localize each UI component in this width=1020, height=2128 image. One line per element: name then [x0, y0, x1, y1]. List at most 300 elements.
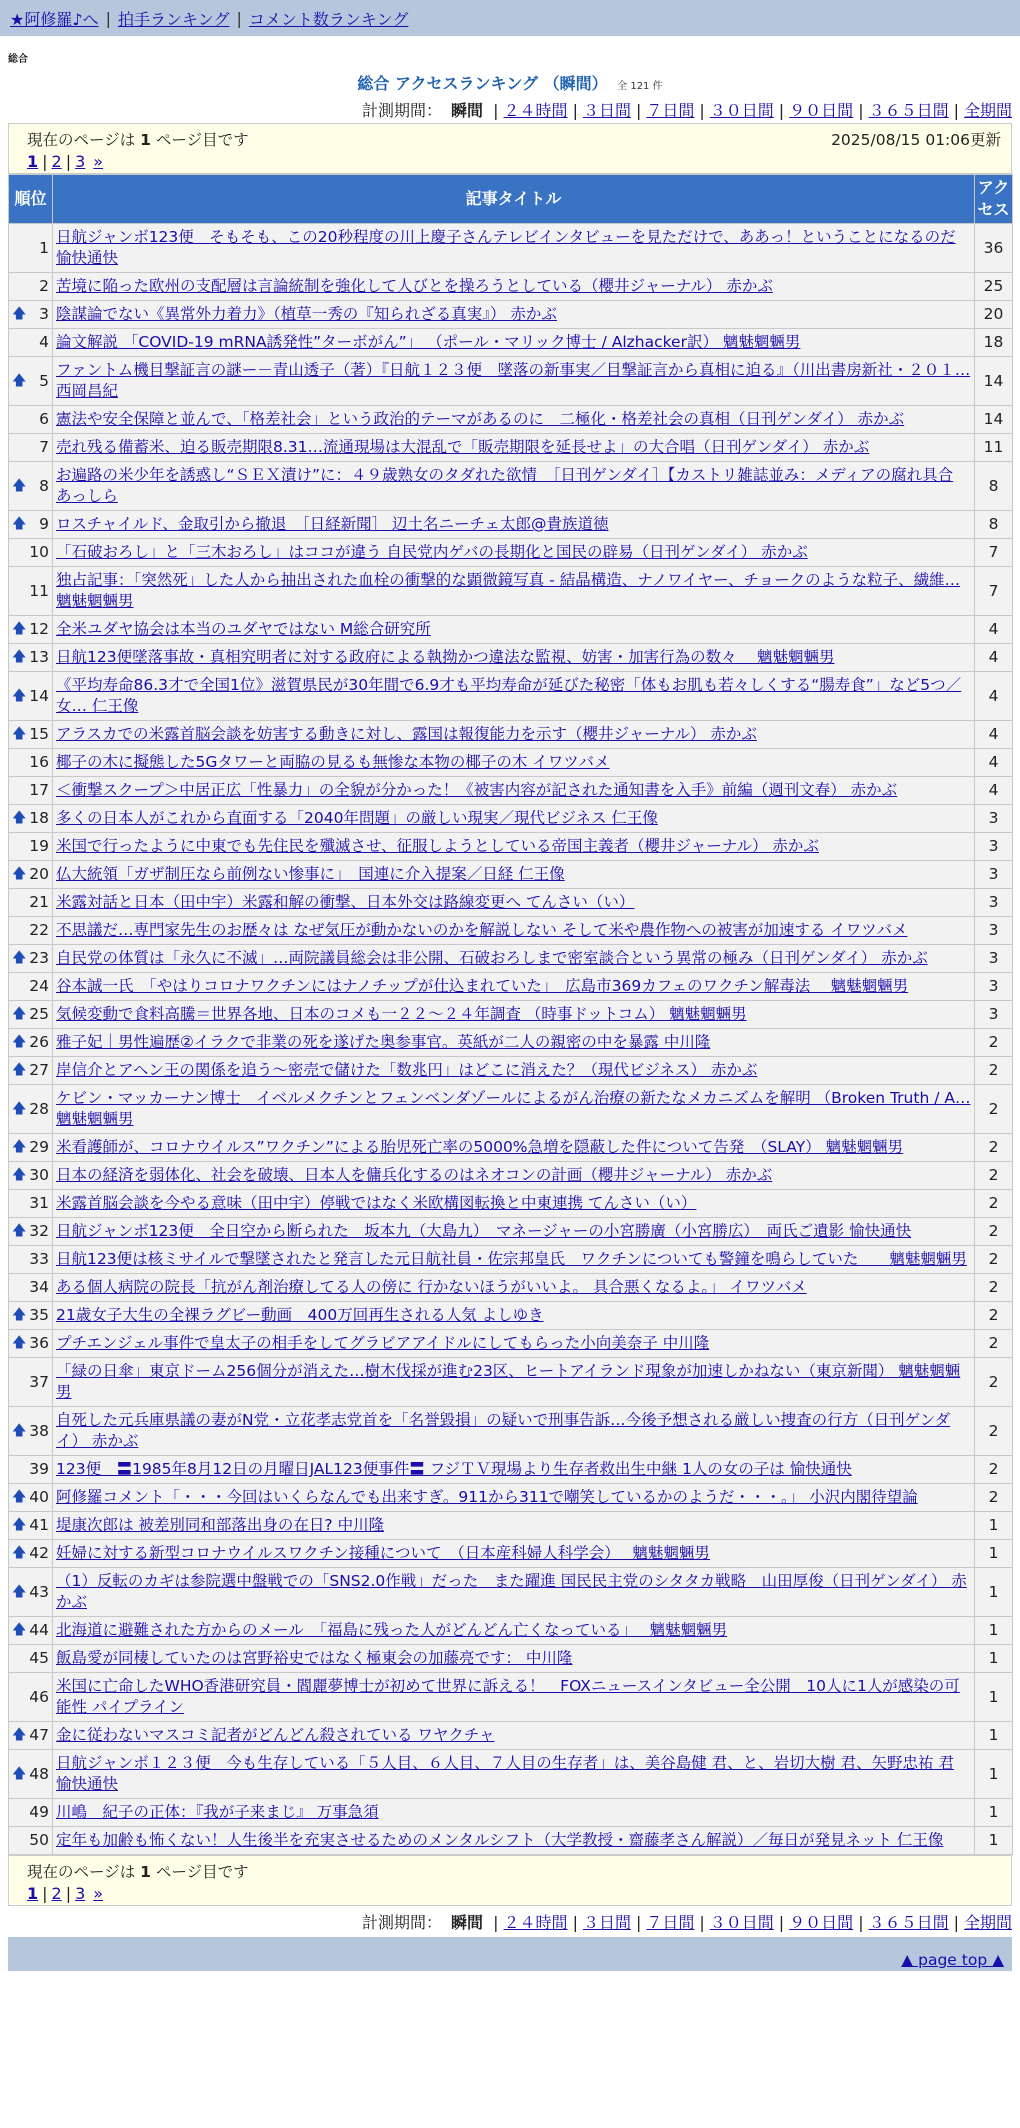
table-row	[9, 917, 1013, 945]
article-link[interactable]: 日航ジャンボ１２３便 今も生存している「５人目、６人目、７人目の生存者」は、美谷島健 君、と、岩切大樹 君、矢野忠祐 君 愉快通快	[56, 1754, 954, 1793]
up-arrow-icon: 🡅	[12, 726, 27, 742]
rank-cell	[9, 917, 53, 945]
header-access: アクセス	[975, 175, 1013, 224]
title-cell	[53, 805, 975, 833]
page-status-number: 1	[140, 131, 151, 149]
table-row	[9, 462, 1013, 511]
rank-number: 14	[29, 686, 49, 705]
access-count: 2	[975, 1407, 1013, 1456]
up-arrow-icon: 🡅	[12, 1307, 27, 1323]
period-separator: |	[572, 1913, 578, 1932]
access-count: 2	[975, 1162, 1013, 1190]
up-arrow-icon: 🡅	[12, 306, 27, 322]
period-link[interactable]: ７日間	[646, 101, 695, 120]
access-count: 2	[975, 1057, 1013, 1085]
title-cell	[53, 1512, 975, 1540]
rank-cell	[9, 357, 53, 406]
rank-number: 42	[29, 1544, 49, 1562]
table-row	[9, 1750, 1013, 1799]
page-title	[0, 71, 1020, 94]
article-link[interactable]: お遍路の米少年を誘惑し“ＳＥＸ漬け”に：４９歳熟女のタダれた欲情 ［日刊ゲンダイ］【カストリ雑誌並み：メディアの腐れ具合 あっしら	[56, 466, 954, 505]
page-status-prefix: 現在のページは	[27, 1863, 136, 1881]
access-count: 8	[975, 511, 1013, 539]
status-box-bottom	[8, 1855, 1012, 1906]
table-row	[9, 1645, 1013, 1673]
up-arrow-icon: 🡅	[12, 1422, 27, 1439]
access-count: 2	[975, 1134, 1013, 1162]
up-arrow-icon: 🡅	[12, 810, 27, 826]
period-link[interactable]: ２４時間	[503, 1913, 568, 1932]
period-link[interactable]: ２４時間	[503, 101, 568, 120]
rank-number: 29	[29, 1138, 49, 1156]
pager-page-link[interactable]: 3	[75, 152, 86, 171]
article-link[interactable]: プチエンジェル事件で皇太子の相手をしてグラビアアイドルにしてもらった小向美奈子 中川隆	[56, 1334, 710, 1352]
rank-number: 22	[29, 921, 49, 939]
access-count: 3	[975, 833, 1013, 861]
period-selector-bottom	[0, 1910, 1020, 1933]
up-arrow-icon: 🡅	[12, 1223, 27, 1239]
title-cell	[53, 973, 975, 1001]
rank-cell	[9, 1799, 53, 1827]
access-count: 14	[975, 357, 1013, 406]
ranking-rows	[9, 224, 1013, 1855]
rank-number: 45	[29, 1649, 49, 1667]
up-arrow-icon: 🡅	[12, 649, 27, 665]
access-count: 1	[975, 1799, 1013, 1827]
table-row	[9, 1190, 1013, 1218]
rank-cell	[9, 616, 53, 644]
table-row	[9, 1134, 1013, 1162]
article-link[interactable]: 売れ残る備蓄米、迫る販売期限8.31…流通現場は大混乱で「販売期限を延長せよ」の大合唱（日刊ゲンダイ） 赤かぶ	[56, 438, 870, 456]
table-row	[9, 1358, 1013, 1407]
title-cell	[53, 1001, 975, 1029]
table-row	[9, 1029, 1013, 1057]
rank-number: 40	[29, 1488, 49, 1506]
rank-number: 34	[29, 1278, 49, 1296]
rank-number: 39	[29, 1460, 49, 1478]
table-row	[9, 1673, 1013, 1722]
article-link[interactable]: 自死した元兵庫県議の妻がN党・立花孝志党首を「名誉毀損」の疑いで刑事告訴…今後予想される厳しい捜査の行方（日刊ゲンダイ） 赤かぶ	[56, 1411, 951, 1450]
rank-cell	[9, 945, 53, 973]
article-link[interactable]: 「石破おろし」と「三木おろし」はココが違う 自民党内ゲバの長期化と国民の辟易（日刊ゲンダイ） 赤かぶ	[56, 543, 808, 561]
access-count: 2	[975, 1456, 1013, 1484]
rank-number: 43	[29, 1582, 49, 1601]
pager	[27, 152, 1001, 171]
up-arrow-icon: 🡅	[12, 1167, 27, 1183]
access-count: 3	[975, 1001, 1013, 1029]
article-link[interactable]: 自民党の体質は「永久に不滅」…両院議員総会は非公開、石破おろしまで密室談合という異常の極み（日刊ゲンダイ） 赤かぶ	[56, 949, 928, 967]
period-link[interactable]: 全期間	[963, 1913, 1012, 1932]
article-link[interactable]: 妊婦に対する新型コロナウイルスワクチン接種について （日本産科婦人科学会） 魑魅魍魎男	[56, 1544, 710, 1562]
pager-separator: |	[42, 152, 48, 171]
article-link[interactable]: ＜衝撃スクープ＞中居正広「性暴力」の全貌が分かった！《被害内容が記された通知書を入手》前編（週刊文春） 赤かぶ	[56, 781, 898, 799]
rank-cell	[9, 861, 53, 889]
rank-cell	[9, 539, 53, 567]
rank-cell	[9, 889, 53, 917]
rank-number: 32	[29, 1222, 49, 1240]
article-link[interactable]: 《平均寿命86.3才で全国1位》滋賀県民が30年間で6.9才も平均寿命が延びた秘密「体もお肌も若々しくする“腸寿食”」など5つ／女… 仁王像	[56, 676, 962, 715]
rank-number: 6	[39, 410, 49, 428]
article-link[interactable]: 米露首脳会談を今やる意味（田中宇）停戦ではなく米欧構図転換と中東連携 てんさい（い）	[56, 1194, 697, 1212]
access-count: 2	[975, 1190, 1013, 1218]
period-link[interactable]: ３０日間	[709, 101, 774, 120]
rank-cell	[9, 273, 53, 301]
rank-cell	[9, 1246, 53, 1274]
rank-cell	[9, 1484, 53, 1512]
pager-next-link[interactable]: »	[93, 1884, 104, 1903]
period-link[interactable]: ３日間	[582, 101, 631, 120]
article-link[interactable]: 米国で行ったように中東でも先住民を殲滅させ、征服しようとしている帝国主義者（櫻井ジャーナル） 赤かぶ	[56, 837, 819, 855]
up-arrow-icon: 🡅	[12, 1489, 27, 1505]
access-count: 1	[975, 1512, 1013, 1540]
article-link[interactable]: 陰謀論でない《異常外力着力》（植草一秀の『知られざる真実』） 赤かぶ	[56, 305, 557, 323]
article-link[interactable]: 独占記事：「突然死」した人から抽出された血栓の衝撃的な顕微鏡写真 - 結晶構造、ナノワイヤー、チョークのような粒子、繊維… 魑魅魍魎男	[56, 571, 961, 610]
article-link[interactable]: 椰子の木に擬態した5Gタワーと両脇の見るも無惨な本物の椰子の木 イワツバメ	[56, 753, 610, 771]
title-cell	[53, 1645, 975, 1673]
period-link[interactable]: ９０日間	[789, 1913, 854, 1932]
access-count: 3	[975, 945, 1013, 973]
access-count: 2	[975, 1330, 1013, 1358]
article-link[interactable]: 日航123便墜落事故・真相究明者に対する政府による執拗かつ違法な監視、妨害・加害行為の数々 魑魅魍魎男	[56, 648, 835, 666]
article-link[interactable]: 日航ジャンボ123便 全日空から断られた 坂本九（大島九） マネージャーの小宮勝廣（小宮勝広） 両氏ご遺影 愉快通快	[56, 1222, 912, 1240]
title-cell	[53, 1827, 975, 1855]
rank-number: 2	[39, 277, 49, 295]
rank-number: 25	[29, 1005, 49, 1023]
title-cell	[53, 329, 975, 357]
title-cell	[53, 1358, 975, 1407]
rank-cell	[9, 1218, 53, 1246]
rank-number: 21	[29, 893, 49, 911]
rank-number: 28	[29, 1099, 49, 1118]
access-count: 2	[975, 1358, 1013, 1407]
rank-cell	[9, 805, 53, 833]
period-link[interactable]: ９０日間	[789, 101, 854, 120]
title-cell	[53, 567, 975, 616]
access-count: 7	[975, 567, 1013, 616]
rank-number: 49	[29, 1803, 49, 1821]
table-row	[9, 1302, 1013, 1330]
title-cell	[53, 1722, 975, 1750]
period-link[interactable]: ３日間	[582, 1913, 631, 1932]
rank-cell	[9, 1190, 53, 1218]
rank-cell	[9, 973, 53, 1001]
access-count: 4	[975, 672, 1013, 721]
article-link[interactable]: 仏大統領「ガザ制圧なら前例ない惨事に」 国連に介入提案／日経 仁王像	[56, 865, 565, 883]
table-row	[9, 749, 1013, 777]
table-row	[9, 1484, 1013, 1512]
article-link[interactable]: 「緑の日傘」東京ドーム256個分が消えた…樹木伐採が進む23区、ヒートアイランド現象が加速しかねない（東京新聞） 魑魅魍魎男	[56, 1362, 961, 1401]
table-row	[9, 1246, 1013, 1274]
article-link[interactable]: 米露対話と日本（田中宇）米露和解の衝撃、日本外交は路線変更へ てんさい（い）	[56, 893, 635, 911]
access-count: 1	[975, 1540, 1013, 1568]
title-cell	[53, 721, 975, 749]
article-link[interactable]: アラスカでの米露首脳会談を妨害する動きに対し、露国は報復能力を示す（櫻井ジャーナル） 赤かぶ	[56, 725, 757, 743]
table-row	[9, 973, 1013, 1001]
rank-cell	[9, 1302, 53, 1330]
title-cell	[53, 1456, 975, 1484]
rank-number: 37	[29, 1372, 49, 1391]
period-separator: |	[953, 101, 959, 120]
table-row	[9, 357, 1013, 406]
article-link[interactable]: 飯島愛が同棲していたのは宮野裕史ではなく極東会の加藤亮です： 中川隆	[56, 1649, 573, 1667]
title-cell	[53, 1029, 975, 1057]
pager-separator: |	[65, 152, 72, 171]
period-separator: |	[493, 101, 499, 120]
rank-cell	[9, 1029, 53, 1057]
rank-cell	[9, 1274, 53, 1302]
up-arrow-icon: 🡅	[12, 1545, 27, 1561]
period-label: 計測期間：	[361, 1913, 442, 1932]
article-link[interactable]: 米国に亡命したWHO香港研究員・閻麗夢博士が初めて世界に訴える！ FOXニュースインタビュー全公開 10人に1人が感染の可能性 パイプライン	[56, 1677, 960, 1716]
up-arrow-icon: 🡅	[12, 1100, 27, 1117]
rank-number: 7	[39, 438, 49, 456]
rank-number: 13	[29, 648, 49, 666]
pager-page-link[interactable]: 1	[27, 152, 39, 171]
access-count: 1	[975, 1722, 1013, 1750]
table-row	[9, 1274, 1013, 1302]
home-link[interactable]: ★阿修羅♪へ	[10, 9, 99, 29]
table-row	[9, 1085, 1013, 1134]
article-link[interactable]: 北海道に避難された方からのメール 「福島に残った人がどんどん亡くなっている」 魑魅魍魎男	[56, 1621, 728, 1639]
rank-number: 10	[29, 543, 49, 561]
access-count: 1	[975, 1750, 1013, 1799]
rank-cell	[9, 1407, 53, 1456]
period-link[interactable]: ７日間	[646, 1913, 695, 1932]
rank-number: 11	[29, 581, 49, 600]
page-top-link[interactable]: ▲ page top ▲	[901, 1951, 1004, 1969]
article-link[interactable]: 雅子妃｜男性遍歴②イラクで非業の死を遂げた奥参事官。英紙が二人の親密の中を暴露 中川隆	[56, 1033, 711, 1051]
title-cell	[53, 301, 975, 329]
rank-cell	[9, 1512, 53, 1540]
rank-cell	[9, 1645, 53, 1673]
period-current: 瞬間	[451, 1913, 484, 1932]
rank-number: 47	[29, 1726, 49, 1744]
article-link[interactable]: 苦境に陥った欧州の支配層は言論統制を強化して人びとを操ろうとしている（櫻井ジャーナル） 赤かぶ	[56, 277, 773, 295]
access-count: 4	[975, 616, 1013, 644]
article-link[interactable]: ケビン・マッカーナン博士 イベルメクチンとフェンベンダゾールによるがん治療の新たなメカニズムを解明 （Broken Truth / A… 魑魅魍魎男	[56, 1089, 971, 1128]
rank-number: 44	[29, 1621, 49, 1639]
rank-cell	[9, 1456, 53, 1484]
article-link[interactable]: 岸信介とアヘン王の関係を追う～密売で儲けた「数兆円」はどこに消えた？（現代ビジネス） 赤かぶ	[56, 1061, 758, 1079]
table-row	[9, 644, 1013, 672]
title-cell	[53, 945, 975, 973]
title-cell	[53, 1407, 975, 1456]
article-link[interactable]: （1）反転のカギは参院選中盤戦での「SNS2.0作戦」だった また躍進 国民民主党のシタタカ戦略 山田厚俊（日刊ゲンダイ） 赤かぶ	[56, 1572, 967, 1611]
article-link[interactable]: 米看護師が、コロナウイルス”ワクチン”による胎児死亡率の5000%急増を隠蔽した件について告発 （SLAY） 魑魅魍魎男	[56, 1138, 904, 1156]
rank-number: 3	[39, 305, 49, 323]
rank-number: 24	[29, 977, 49, 995]
title-cell	[53, 273, 975, 301]
rank-number: 35	[29, 1306, 49, 1324]
rank-cell	[9, 1001, 53, 1029]
title-cell	[53, 1568, 975, 1617]
access-count: 2	[975, 1302, 1013, 1330]
rank-cell	[9, 1330, 53, 1358]
rank-cell	[9, 1750, 53, 1799]
title-cell	[53, 777, 975, 805]
article-link[interactable]: 堤康次郎は 被差別同和部落出身の在日? 中川隆	[56, 1516, 385, 1534]
rank-cell	[9, 1134, 53, 1162]
access-count: 1	[975, 1617, 1013, 1645]
article-link[interactable]: 憲法や安全保障と並んで、「格差社会」という政治的テーマがあるのに 二極化・格差社会の真相（日刊ゲンダイ） 赤かぶ	[56, 410, 905, 428]
access-count: 25	[975, 273, 1013, 301]
period-link[interactable]: ３６５日間	[868, 101, 949, 120]
article-link[interactable]: 谷本誠一氏 「やはりコロナワクチンにはナノチップが仕込まれていた」 広島市369カフェのワクチン解毒法 魑魅魍魎男	[56, 977, 909, 995]
access-count: 36	[975, 224, 1013, 273]
article-link[interactable]: 日本の経済を弱体化、社会を破壊、日本人を傭兵化するのはネオコンの計画（櫻井ジャーナル） 赤かぶ	[56, 1166, 773, 1184]
rank-number: 41	[29, 1516, 49, 1534]
rank-number: 36	[29, 1334, 49, 1352]
title-cell	[53, 1330, 975, 1358]
article-link[interactable]: ファントム機目撃証言の謎ー－青山透子（著）『日航１２３便 墜落の新事実／目撃証言から真相に迫る』（川出書房新社・２０１… 西岡昌紀	[56, 361, 971, 400]
period-separator: |	[858, 101, 864, 120]
rank-number: 16	[29, 753, 49, 771]
article-link[interactable]: 多くの日本人がこれから直面する「2040年問題」の厳しい現実／現代ビジネス 仁王像	[56, 809, 658, 827]
rank-number: 30	[29, 1166, 49, 1184]
title-cell	[53, 917, 975, 945]
title-cell	[53, 1085, 975, 1134]
table-row	[9, 833, 1013, 861]
access-count: 2	[975, 1274, 1013, 1302]
rank-cell	[9, 1617, 53, 1645]
period-link[interactable]: 全期間	[963, 101, 1012, 120]
period-link[interactable]: ３０日間	[709, 1913, 774, 1932]
rank-number: 46	[29, 1687, 49, 1706]
title-cell	[53, 1134, 975, 1162]
up-arrow-icon: 🡅	[12, 1034, 27, 1050]
up-arrow-icon: 🡅	[12, 372, 27, 389]
rank-number: 9	[39, 515, 49, 533]
rank-number: 15	[29, 725, 49, 743]
rank-cell	[9, 434, 53, 462]
article-link[interactable]: ロスチャイルド、金取引から撤退 ［日経新聞］ 辺土名ニーチェ太郎@貴族道徳	[56, 515, 609, 533]
table-row	[9, 511, 1013, 539]
up-arrow-icon: 🡅	[12, 1727, 27, 1743]
rank-number: 26	[29, 1033, 49, 1051]
title-cell	[53, 616, 975, 644]
rank-number: 38	[29, 1421, 49, 1440]
access-count: 1	[975, 1645, 1013, 1673]
title-cell	[53, 833, 975, 861]
access-count: 2	[975, 1484, 1013, 1512]
period-separator: |	[778, 101, 785, 120]
rank-number: 18	[29, 809, 49, 827]
pager-next-link[interactable]: »	[93, 152, 104, 171]
rank-cell	[9, 1358, 53, 1407]
article-link[interactable]: 川嶋 紀子の正体：『我が子来まじ』 万事急須	[56, 1803, 379, 1821]
clap-ranking-link[interactable]: 拍手ランキング	[117, 9, 230, 29]
period-separator: |	[699, 1913, 705, 1932]
table-row	[9, 889, 1013, 917]
title-cell	[53, 644, 975, 672]
rank-number: 1	[39, 238, 49, 257]
article-link[interactable]: ある個人病院の院長「抗がん剤治療してる人の傍に 行かないほうがいいよ。 具合悪くなるよ。」 イワツバメ	[56, 1278, 807, 1296]
title-cell	[53, 1484, 975, 1512]
total-count: 全 121 件	[617, 81, 663, 92]
rank-cell	[9, 224, 53, 273]
table-row	[9, 805, 1013, 833]
pager-page-link[interactable]: 2	[51, 152, 62, 171]
rank-cell	[9, 1085, 53, 1134]
access-count: 11	[975, 434, 1013, 462]
title-cell	[53, 1540, 975, 1568]
article-link[interactable]: 気候変動で食料高騰＝世界各地、日本のコメも一２２～２４年調査 （時事ドットコム） 魑魅魍魎男	[56, 1005, 747, 1023]
access-count: 2	[975, 1218, 1013, 1246]
period-current: 瞬間	[451, 101, 484, 120]
up-arrow-icon: 🡅	[12, 477, 27, 494]
table-row	[9, 1799, 1013, 1827]
comment-ranking-link[interactable]: コメント数ランキング	[248, 9, 409, 29]
article-link[interactable]: 123便 〓1985年8月12日の月曜日JAL123便事件〓 フジＴＶ現場より生存者救出生中継 1人の女の子は 愉快通快	[56, 1460, 852, 1478]
access-count: 2	[975, 1029, 1013, 1057]
table-row	[9, 224, 1013, 273]
title-cell	[53, 1274, 975, 1302]
article-link[interactable]: 日航123便は核ミサイルで撃墜されたと発言した元日航社員・佐宗邦皇氏 ワクチンについても警鐘を鳴らしていた 魑魅魍魎男	[56, 1250, 967, 1268]
access-count: 3	[975, 861, 1013, 889]
title-cell	[53, 1218, 975, 1246]
article-link[interactable]: 定年も加齢も怖くない！人生後半を充実させるためのメンタルシフト（大学教授・齋藤孝さん解説）／毎日が発見ネット 仁王像	[56, 1831, 944, 1849]
rank-cell	[9, 1057, 53, 1085]
access-count: 3	[975, 973, 1013, 1001]
title-cell	[53, 1799, 975, 1827]
access-count: 2	[975, 1246, 1013, 1274]
period-link[interactable]: ３６５日間	[868, 1913, 949, 1932]
up-arrow-icon: 🡅	[12, 1622, 27, 1638]
pager-page-link[interactable]: 1	[27, 1884, 39, 1903]
updated-time: 2025/08/15 01:06更新	[831, 131, 1001, 149]
table-row	[9, 1407, 1013, 1456]
rank-cell	[9, 672, 53, 721]
article-link[interactable]: 不思議だ…専門家先生のお歴々は なぜ気圧が動かないのかを解説しない そして米や農作物への被害が加速する イワツバメ	[56, 921, 908, 939]
article-link[interactable]: 21歳女子大生の全裸ラグビー動画 400万回再生される人気 よしゆき	[56, 1306, 544, 1324]
article-link[interactable]: 阿修羅コメント「・・・今回はいくらなんでも出来すぎ。911から311で嘲笑しているかのようだ・・・。」 小沢内閣待望論	[56, 1488, 918, 1506]
table-row	[9, 861, 1013, 889]
rank-number: 12	[29, 620, 49, 638]
access-count: 14	[975, 406, 1013, 434]
table-row	[9, 1218, 1013, 1246]
top-nav-bar	[0, 0, 1020, 36]
article-link[interactable]: 論文解説 「COVID-19 mRNA誘発性”ターボがん”」 （ポール・マリック博士 / Alzhacker訳） 魑魅魍魎男	[56, 333, 801, 351]
title-cell	[53, 511, 975, 539]
access-count: 4	[975, 721, 1013, 749]
pager-page-link[interactable]: 3	[75, 1884, 86, 1903]
title-cell	[53, 357, 975, 406]
ranking-title: 総合 アクセスランキング （瞬間）	[357, 74, 608, 93]
rank-number: 31	[29, 1194, 49, 1212]
rank-cell	[9, 644, 53, 672]
article-link[interactable]: 日航ジャンボ123便 そもそも、この20秒程度の川上慶子さんテレビインタビューを見ただけで、ああっ！ということになるのだ 愉快通快	[56, 228, 956, 267]
up-arrow-icon: 🡅	[12, 1006, 27, 1022]
pager-page-link[interactable]: 2	[51, 1884, 62, 1903]
article-link[interactable]: 金に従わないマスコミ記者がどんどん殺されている ワヤクチャ	[56, 1726, 495, 1744]
article-link[interactable]: 全米ユダヤ協会は本当のユダヤではない M総合研究所	[56, 620, 431, 638]
period-separator: |	[953, 1913, 959, 1932]
title-cell	[53, 1750, 975, 1799]
title-cell	[53, 1246, 975, 1274]
period-separator: |	[699, 101, 705, 120]
page-status-number: 1	[140, 1863, 151, 1881]
rank-cell	[9, 301, 53, 329]
nav-separator: |	[105, 8, 111, 28]
title-cell	[53, 1617, 975, 1645]
table-row	[9, 1540, 1013, 1568]
title-cell	[53, 889, 975, 917]
rank-cell	[9, 1540, 53, 1568]
rank-number: 50	[29, 1831, 49, 1849]
access-count: 8	[975, 462, 1013, 511]
access-count: 1	[975, 1827, 1013, 1855]
access-count: 4	[975, 749, 1013, 777]
